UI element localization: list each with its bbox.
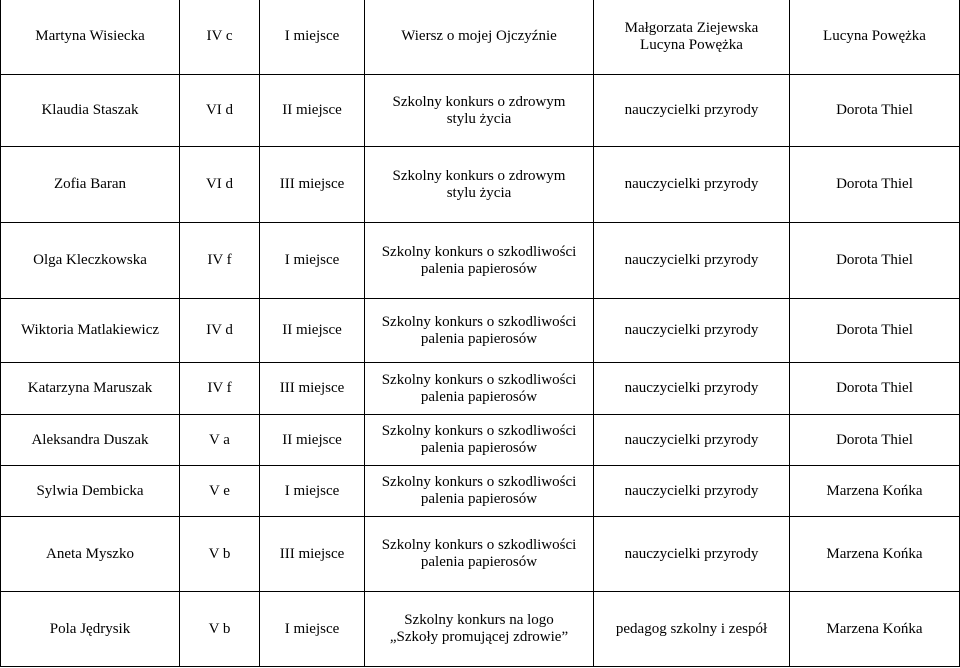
teacher-cell: Marzena Końka <box>790 592 960 667</box>
contest-cell <box>365 0 594 75</box>
place-cell: III miejsce <box>260 147 365 223</box>
organizer-line: nauczycielki przyrody <box>624 102 759 118</box>
teacher-cell: Marzena Końka <box>790 517 960 592</box>
contest-line: palenia papierosów <box>420 440 538 456</box>
organizer-cell <box>594 223 790 299</box>
teacher-cell: Dorota Thiel <box>790 147 960 223</box>
place-cell: I miejsce <box>260 223 365 299</box>
contest-cell <box>365 147 594 223</box>
contest-cell <box>365 517 594 592</box>
contest-line: stylu życia <box>446 110 512 127</box>
place-cell: II miejsce <box>260 415 365 466</box>
table-row <box>1 466 960 517</box>
organizer-cell <box>594 592 790 667</box>
student-name-cell: Zofia Baran <box>1 147 180 223</box>
table-row <box>1 147 960 223</box>
teacher-cell: Lucyna Powężka <box>790 0 960 75</box>
class-cell: V b <box>180 517 260 592</box>
class-cell: V b <box>180 592 260 667</box>
student-name-cell: Martyna Wisiecka <box>1 0 180 75</box>
place-cell: II miejsce <box>260 75 365 147</box>
organizer-cell <box>594 466 790 517</box>
place-cell: II miejsce <box>260 299 365 363</box>
contest-line: Wiersz o mojej Ojczyźnie <box>401 28 557 44</box>
class-cell: IV f <box>180 363 260 415</box>
student-name-cell: Aneta Myszko <box>1 517 180 592</box>
table-row <box>1 363 960 415</box>
contest-cell <box>365 75 594 147</box>
contest-line: palenia papierosów <box>420 260 538 277</box>
contest-line: stylu życia <box>446 184 512 201</box>
contest-cell <box>365 363 594 415</box>
organizer-line: Lucyna Powężka <box>640 36 743 53</box>
contest-line: Szkolny konkurs o szkodliwości <box>381 537 577 553</box>
organizer-cell <box>594 363 790 415</box>
contest-line: Szkolny konkurs o szkodliwości <box>381 423 577 439</box>
class-cell: IV c <box>180 0 260 75</box>
organizer-line: nauczycielki przyrody <box>624 545 759 562</box>
student-name-cell: Klaudia Staszak <box>1 75 180 147</box>
contest-line: Szkolny konkurs o zdrowym <box>392 93 566 110</box>
organizer-cell <box>594 75 790 147</box>
contest-line: Szkolny konkurs o szkodliwości <box>381 243 577 260</box>
class-cell: VI d <box>180 75 260 147</box>
contest-line: palenia papierosów <box>420 491 538 507</box>
organizer-cell <box>594 0 790 75</box>
teacher-cell: Dorota Thiel <box>790 363 960 415</box>
student-name-cell: Olga Kleczkowska <box>1 223 180 299</box>
table-row <box>1 517 960 592</box>
contest-cell <box>365 223 594 299</box>
organizer-line: nauczycielki przyrody <box>624 176 759 192</box>
contest-line: Szkolny konkurs o szkodliwości <box>381 313 577 330</box>
student-name-cell: Katarzyna Maruszak <box>1 363 180 415</box>
table-row <box>1 415 960 466</box>
contest-cell <box>365 299 594 363</box>
contest-line: Szkolny konkurs o zdrowym <box>392 167 566 184</box>
contest-line: „Szkoły promującej zdrowie” <box>389 629 569 645</box>
student-name-cell: Wiktoria Matlakiewicz <box>1 299 180 363</box>
class-cell: VI d <box>180 147 260 223</box>
organizer-cell <box>594 415 790 466</box>
organizer-line: Małgorzata Ziejewska <box>624 19 759 36</box>
contest-line: palenia papierosów <box>420 330 538 347</box>
organizer-cell <box>594 147 790 223</box>
teacher-cell: Marzena Końka <box>790 466 960 517</box>
place-cell: I miejsce <box>260 466 365 517</box>
table-row <box>1 223 960 299</box>
contest-line: palenia papierosów <box>420 554 538 570</box>
organizer-cell <box>594 299 790 363</box>
organizer-line: nauczycielki przyrody <box>624 482 759 499</box>
place-cell: I miejsce <box>260 0 365 75</box>
teacher-cell: Dorota Thiel <box>790 415 960 466</box>
table-row <box>1 75 960 147</box>
organizer-cell <box>594 517 790 592</box>
class-cell: IV f <box>180 223 260 299</box>
student-name-cell: Pola Jędrysik <box>1 592 180 667</box>
place-cell: I miejsce <box>260 592 365 667</box>
organizer-line: nauczycielki przyrody <box>624 431 759 448</box>
contest-cell <box>365 592 594 667</box>
class-cell: V e <box>180 466 260 517</box>
teacher-cell: Dorota Thiel <box>790 223 960 299</box>
results-table-body <box>1 0 960 667</box>
organizer-line: nauczycielki przyrody <box>624 322 759 338</box>
contest-line: Szkolny konkurs na logo <box>404 612 554 628</box>
student-name-cell: Aleksandra Duszak <box>1 415 180 466</box>
table-row <box>1 299 960 363</box>
place-cell: III miejsce <box>260 517 365 592</box>
contest-cell <box>365 466 594 517</box>
contest-line: Szkolny konkurs o szkodliwości <box>381 474 577 490</box>
contest-cell <box>365 415 594 466</box>
table-row <box>1 0 960 75</box>
place-cell: III miejsce <box>260 363 365 415</box>
class-cell: V a <box>180 415 260 466</box>
organizer-line: nauczycielki przyrody <box>624 252 759 268</box>
organizer-line: pedagog szkolny i zespół <box>615 620 768 637</box>
teacher-cell: Dorota Thiel <box>790 299 960 363</box>
table-row <box>1 592 960 667</box>
contest-line: Szkolny konkurs o szkodliwości <box>381 371 577 388</box>
class-cell: IV d <box>180 299 260 363</box>
organizer-line: nauczycielki przyrody <box>624 380 759 396</box>
teacher-cell: Dorota Thiel <box>790 75 960 147</box>
student-name-cell: Sylwia Dembicka <box>1 466 180 517</box>
contest-line: palenia papierosów <box>420 388 538 405</box>
